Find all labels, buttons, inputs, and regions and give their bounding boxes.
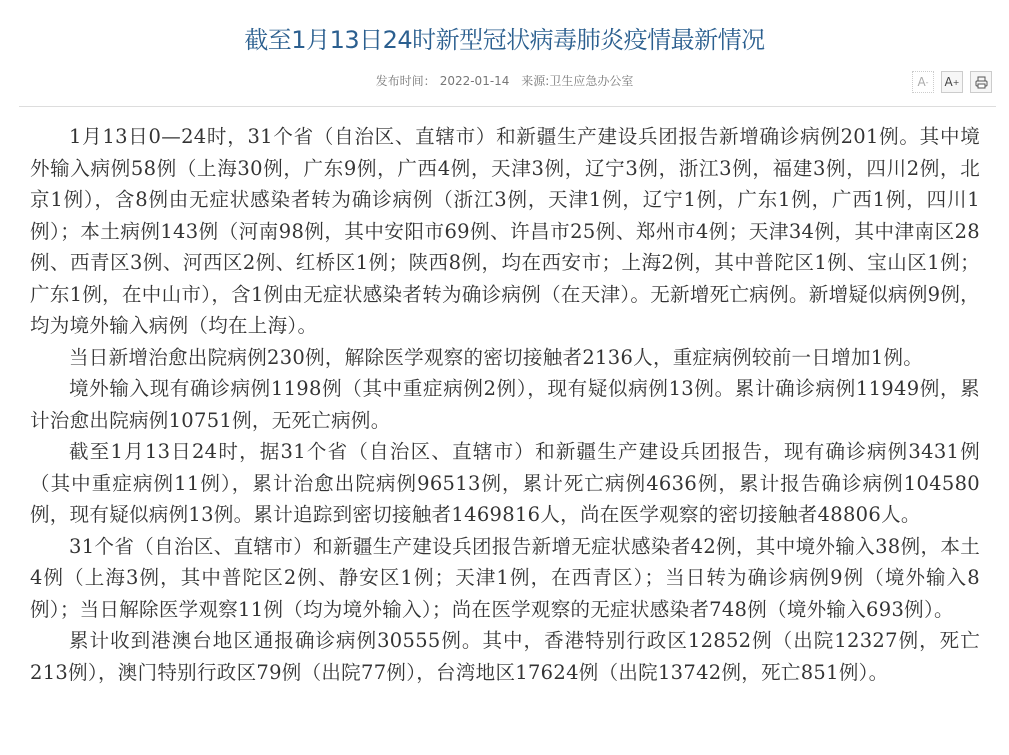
font-decrease-button[interactable] (912, 71, 934, 93)
print-icon (975, 76, 988, 89)
publish-label: 发布时间： (375, 74, 436, 88)
article-meta (0, 72, 1009, 89)
paragraph-cumulative: 截至1月13日24时，据31个省（自治区、直辖市）和新疆生产建设兵团报告，现有确诊病例3431例（其中重症病例11例），累计治愈出院病例96513例，累计死亡病例4636例，累计报告确诊病例104580例，现有疑似病例13例。累计追踪到密切接触者1469816人，尚在医学观察的密切接触者48806人。 (30, 440, 980, 526)
font-decrease-label: A (917, 75, 926, 89)
plus-icon: + (952, 77, 960, 87)
minus-icon: - (925, 77, 929, 87)
publish-date: 2022-01-14 (439, 74, 510, 88)
paragraph-asymptomatic: 31个省（自治区、直辖市）和新疆生产建设兵团报告新增无症状感染者42例，其中境外输入38例，本土4例（上海3例，其中普陀区2例、静安区1例；天津1例，在西青区）；当日转为确诊病例9例（境外输入8例）；当日解除医学观察11例（均为境外输入）；尚在医学观察的无症状感染者748例（境外输入693例）。 (30, 534, 980, 621)
header-divider (19, 106, 996, 107)
article-body (30, 121, 980, 688)
paragraph-recovered: 当日新增治愈出院病例230例，解除医学观察的密切接触者2136人，重症病例较前一日增加1例。 (69, 345, 924, 369)
font-increase-button[interactable] (941, 71, 963, 93)
paragraph-hk-macao-taiwan: 累计收到港澳台地区通报确诊病例30555例。其中，香港特别行政区12852例（出院12327例，死亡213例），澳门特别行政区79例（出院77例），台湾地区17624例（出院13742例，死亡851例）。 (30, 629, 980, 684)
paragraph-new-cases: 1月13日0—24时，31个省（自治区、直辖市）和新疆生产建设兵团报告新增确诊病例201例。其中境外输入病例58例（上海30例，广东9例，广西4例，天津3例，辽宁3例，浙江3例，福建3例，四川2例，北京1例），含8例由无症状感染者转为确诊病例（浙江3例，天津1例，辽宁1例，广东1例，广西1例，四川1例）；本土病例143例（河南98例，其中安阳市69例、许昌市25例、郑州市4例；天津34例，其中津南区28例、西青区3例、河西区2例、红桥区1例；陕西8例，均在西安市；上海2例，其中普陀区1例、宝山区1例；广东1例，在中山市），含1例由无症状感染者转为确诊病例（在天津）。无新增死亡病例。新增疑似病例9例，均为境外输入病例（均在上海）。 (30, 125, 980, 337)
print-button[interactable] (970, 71, 992, 93)
article-toolbar (912, 71, 992, 93)
font-increase-label: A (944, 75, 953, 89)
paragraph-imported: 境外输入现有确诊病例1198例（其中重症病例2例），现有疑似病例13例。累计确诊病例11949例，累计治愈出院病例10751例，无死亡病例。 (30, 377, 980, 432)
page-title: 截至1月13日24时新型冠状病毒肺炎疫情最新情况 (244, 26, 765, 54)
source-label: 来源: (521, 74, 550, 88)
source: 卫生应急办公室 (549, 74, 634, 88)
